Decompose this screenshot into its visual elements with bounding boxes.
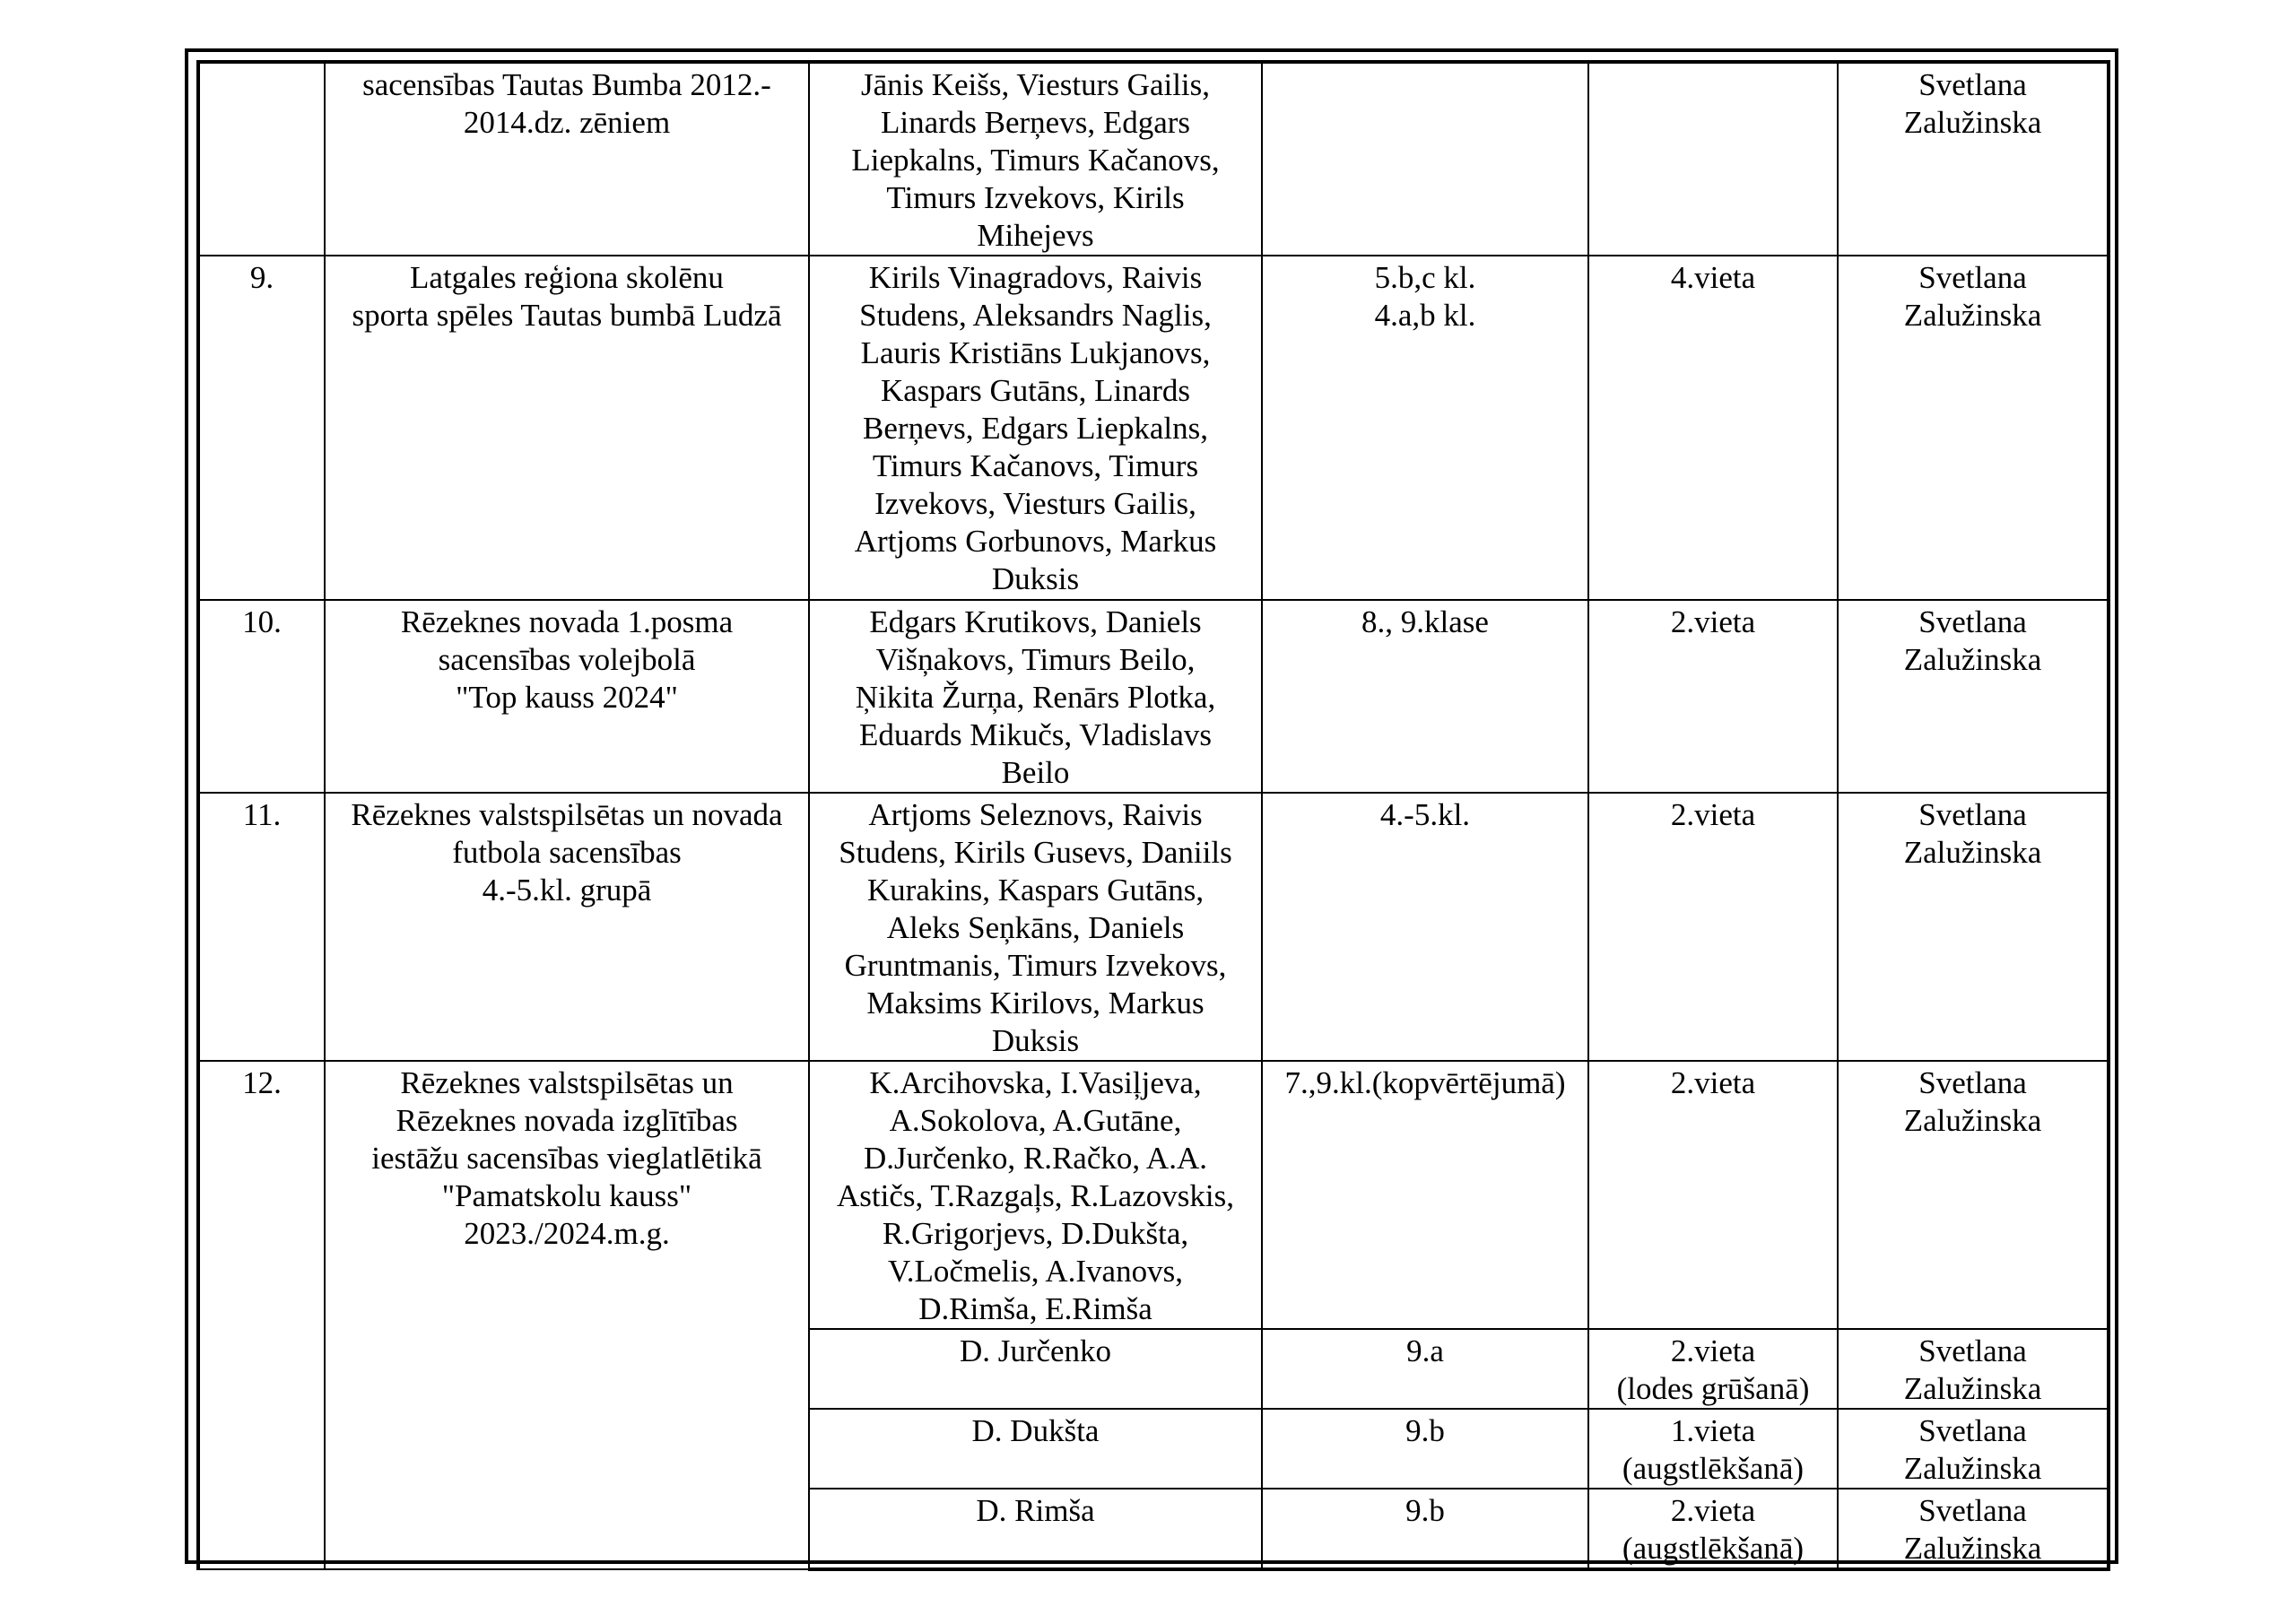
place-cell: 1.vieta (augstlēkšanā) [1588, 1409, 1838, 1489]
row-number-cell: 12. [198, 1061, 325, 1569]
teacher-cell: Svetlana Zalužinska [1838, 1329, 2109, 1409]
table-row [198, 793, 2109, 1061]
teacher-cell: Svetlana Zalužinska [1838, 1489, 2109, 1569]
teacher-cell: Svetlana Zalužinska [1838, 1409, 2109, 1489]
event-cell: sacensības Tautas Bumba 2012.- 2014.dz. zēniem [325, 62, 809, 256]
participants-cell: Kirils Vinagradovs, Raivis Studens, Aleksandrs Naglis, Lauris Kristiāns Lukjanovs, Kaspars Gutāns, Linards Berņevs, Edgars Liepkalns, Timurs Kačanovs, Timurs Izvekovs, Viesturs Gailis, Artjoms Gorbunovs, Markus Duksis [809, 256, 1262, 600]
table-row [198, 256, 2109, 600]
grade-cell: 7.,9.kl.(kopvērtējumā) [1262, 1061, 1588, 1329]
table-row [198, 62, 2109, 256]
participants-cell: Artjoms Seleznovs, Raivis Studens, Kirils Gusevs, Daniils Kurakins, Kaspars Gutāns, Aleks Seņkāns, Daniels Gruntmanis, Timurs Izvekovs, Maksims Kirilovs, Markus Duksis [809, 793, 1262, 1061]
teacher-cell: Svetlana Zalužinska [1838, 256, 2109, 600]
participants-cell: D. Jurčenko [809, 1329, 1262, 1409]
teacher-cell: Svetlana Zalužinska [1838, 62, 2109, 256]
grade-cell: 9.b [1262, 1409, 1588, 1489]
grade-cell [1262, 62, 1588, 256]
participants-cell: D. Dukšta [809, 1409, 1262, 1489]
place-cell: 4.vieta [1588, 256, 1838, 600]
participants-cell: Edgars Krutikovs, Daniels Višņakovs, Timurs Beilo, Ņikita Žurņa, Renārs Plotka, Eduards Mikučs, Vladislavs Beilo [809, 600, 1262, 793]
event-cell: Rēzeknes valstspilsētas un Rēzeknes novada izglītības iestāžu sacensības vieglatlētikā "Pamatskolu kauss" 2023./2024.m.g. [325, 1061, 809, 1569]
event-cell: Rēzeknes novada 1.posma sacensības volejbolā "Top kauss 2024" [325, 600, 809, 793]
place-cell: 2.vieta [1588, 793, 1838, 1061]
table-row [198, 1061, 2109, 1329]
participants-cell: D. Rimša [809, 1489, 1262, 1569]
place-cell: 2.vieta [1588, 600, 1838, 793]
row-number-cell: 11. [198, 793, 325, 1061]
participants-cell: Jānis Keišs, Viesturs Gailis, Linards Berņevs, Edgars Liepkalns, Timurs Kačanovs, Timurs Izvekovs, Kirils Mihejevs [809, 62, 1262, 256]
grade-cell: 9.a [1262, 1329, 1588, 1409]
place-cell: 2.vieta [1588, 1061, 1838, 1329]
event-cell: Rēzeknes valstspilsētas un novada futbola sacensības 4.-5.kl. grupā [325, 793, 809, 1061]
row-number-cell [198, 62, 325, 256]
teacher-cell: Svetlana Zalužinska [1838, 793, 2109, 1061]
grade-cell: 9.b [1262, 1489, 1588, 1569]
teacher-cell: Svetlana Zalužinska [1838, 600, 2109, 793]
event-cell: Latgales reģiona skolēnu sporta spēles Tautas bumbā Ludzā [325, 256, 809, 600]
row-number-cell: 9. [198, 256, 325, 600]
place-cell: 2.vieta (lodes grūšanā) [1588, 1329, 1838, 1409]
grade-cell: 5.b,c kl. 4.a,b kl. [1262, 256, 1588, 600]
competition-results-table [196, 60, 2110, 1571]
place-cell: 2.vieta (augstlēkšanā) [1588, 1489, 1838, 1569]
grade-cell: 8., 9.klase [1262, 600, 1588, 793]
place-cell [1588, 62, 1838, 256]
grade-cell: 4.-5.kl. [1262, 793, 1588, 1061]
teacher-cell: Svetlana Zalužinska [1838, 1061, 2109, 1329]
table-row [198, 600, 2109, 793]
row-number-cell: 10. [198, 600, 325, 793]
participants-cell: K.Arcihovska, I.Vasiļjeva, A.Sokolova, A.Gutāne, D.Jurčenko, R.Račko, A.A. Astičs, T.Razgaļs, R.Lazovskis, R.Grigorjevs, D.Dukšta, V.Ločmelis, A.Ivanovs, D.Rimša, E.Rimša [809, 1061, 1262, 1329]
